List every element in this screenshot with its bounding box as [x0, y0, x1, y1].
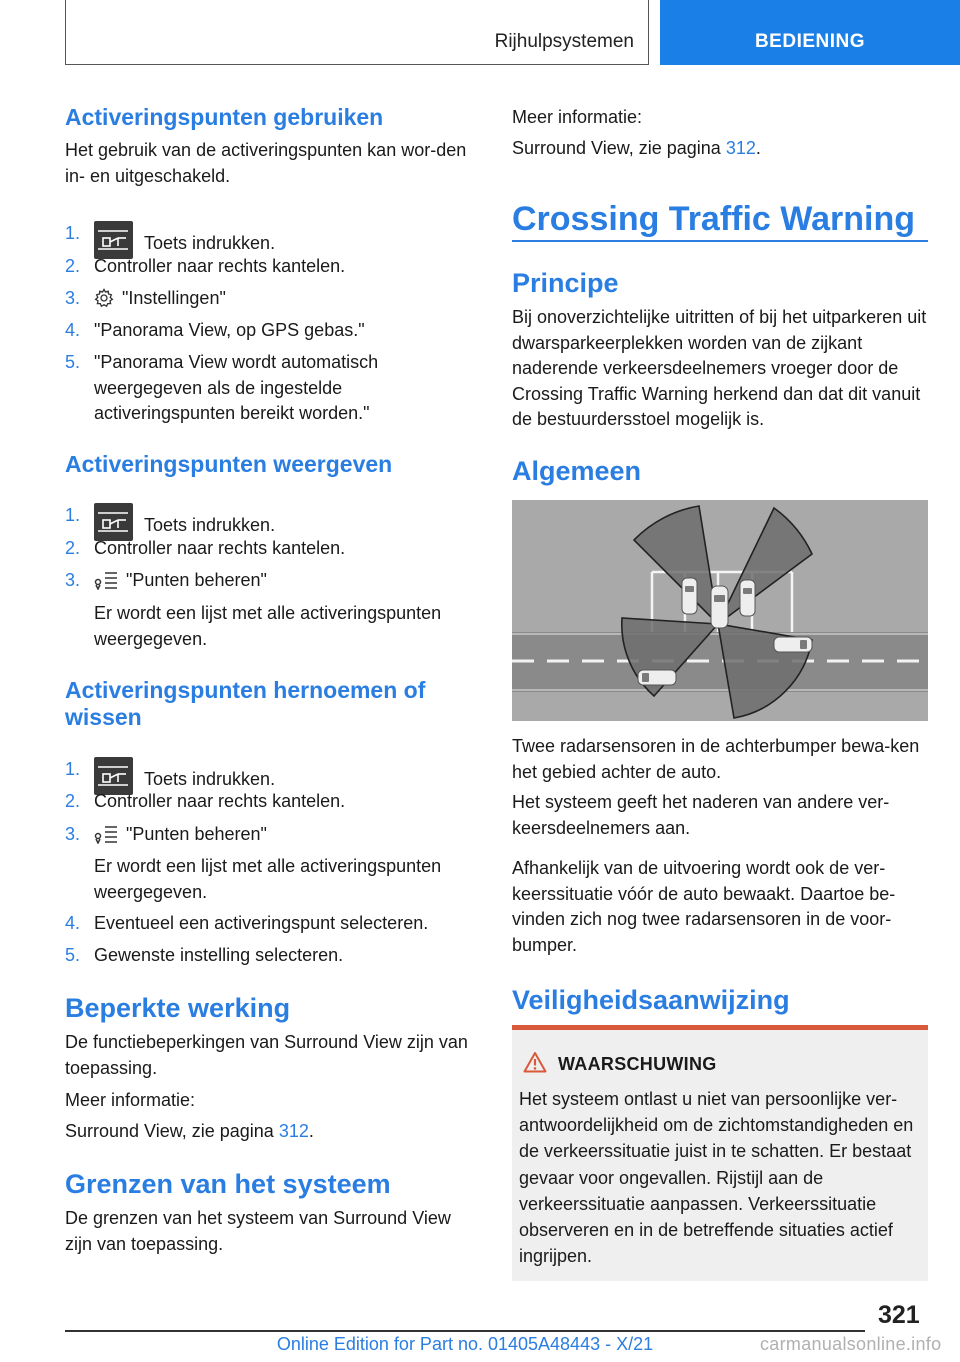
list-item [65, 254, 475, 280]
step-number: 3. [65, 288, 81, 308]
ref-prefix: Surround View, zie pagina [512, 138, 726, 158]
step-text: Eventueel een activeringspunt selecteren. [94, 913, 429, 933]
step-number: 4. [65, 320, 81, 340]
list-item [65, 350, 475, 427]
more-info-label: Meer informatie: [512, 107, 643, 127]
radar-illustration-svg [512, 500, 928, 721]
limits-text: De grenzen van het systeem van Surround View zijn van toepassing. [65, 1208, 451, 1254]
act-show-note: Er wordt een lijst met alle activeringspunten weergegeven. [94, 603, 442, 649]
list-item [65, 943, 475, 969]
step-text: "Punten beheren" [126, 570, 267, 590]
ref-suffix: . [755, 138, 761, 158]
main-title: Crossing Traffic Warning [512, 200, 916, 238]
header-chapter-tab[interactable] [660, 0, 960, 65]
step-number: 2. [65, 538, 81, 558]
step-number: 1. [65, 759, 81, 779]
footer-edition: Online Edition for Part no. 01405A48443 - X/21 [276, 1334, 654, 1354]
act-use-intro: Het gebruik van de activeringspunten kan wor-den in- en uitgeschakeld. [65, 140, 467, 186]
step-number: 2. [65, 256, 81, 276]
step-number: 5. [65, 945, 81, 965]
step-text: Controller naar rechts kantelen. [94, 538, 346, 558]
list-item [65, 568, 475, 598]
list-item [65, 318, 475, 344]
step-text: Toets indrukken. [144, 233, 276, 253]
step-text: "Punten beheren" [126, 824, 267, 844]
cross-reference [65, 1119, 475, 1145]
points-list-icon [94, 824, 118, 852]
list-item [65, 789, 475, 815]
title-rule [512, 240, 928, 242]
header-chapter-title: BEDIENING [754, 31, 866, 52]
header-section-title: Rijhulpsystemen [494, 31, 634, 52]
general-text-1: Twee radarsensoren in de achterbumper bewa-ken het gebied achter de auto. [512, 736, 920, 782]
page-link[interactable]: 312 [725, 138, 756, 158]
step-text: "Panorama View, op GPS gebas." [94, 320, 365, 340]
radar-illustration [512, 500, 928, 721]
warning-text: Het systeem ontlast u niet van persoonlijke ver-antwoordelijkheid om de zichtomstandigheden en de verkeerssituatie juist in te schatten. Er bestaat gevaar voor ongevallen. Rijstijl aan de verkeerssituatie aanpassen. Verkeerssituatie observeren en in de betreffende situaties actief ingrijpen. [519, 1089, 914, 1267]
step-text: Toets indrukken. [144, 515, 276, 535]
heading-general: Algemeen [512, 456, 642, 486]
step-number: 5. [65, 352, 81, 372]
more-info-label: Meer informatie: [65, 1090, 196, 1110]
header-section-box [65, 0, 649, 65]
list-item [65, 911, 475, 937]
heading-limits: Grenzen van het systeem [65, 1169, 391, 1199]
warning-box [512, 1025, 928, 1281]
principle-text: Bij onoverzichtelijke uitritten of bij het uitparkeren uit dwarsparkeerplekken worden van de zijkant naderende verkeersdeelnemers vroeger door de Crossing Traffic Warning herkend dan dat dit vanuit de bestuurdersstoel mogelijk is. [512, 307, 927, 429]
heading-act-rename: Activeringspunten hernoemen of wissen [65, 677, 426, 730]
general-text-3: Afhankelijk van de uitvoering wordt ook de ver-keerssituatie vóór de auto bewaakt. Daartoe be-vinden zich nog twee radarsensoren in de voor-bumper. [512, 858, 896, 955]
heading-limited: Beperkte werking [65, 993, 291, 1023]
points-list-icon [94, 570, 118, 598]
ref-suffix: . [308, 1121, 314, 1141]
heading-principle: Principe [512, 268, 619, 298]
step-text: Controller naar rechts kantelen. [94, 791, 346, 811]
ref-prefix: Surround View, zie pagina [65, 1121, 279, 1141]
step-text: Gewenste instelling selecteren. [94, 945, 344, 965]
step-text: "Instellingen" [122, 288, 226, 308]
page-link[interactable]: 312 [278, 1121, 309, 1141]
general-text-2: Het systeem geeft het naderen van andere ver-keersdeelnemers aan. [512, 792, 890, 838]
list-item [65, 536, 475, 562]
watermark: carmanualsonline.info [760, 1334, 942, 1354]
footer-rule [65, 1330, 865, 1332]
step-text: Controller naar rechts kantelen. [94, 256, 346, 276]
list-item [65, 822, 475, 852]
limited-text: De functiebeperkingen van Surround View zijn van toepassing. [65, 1032, 468, 1078]
step-number: 1. [65, 223, 81, 243]
step-number: 1. [65, 505, 81, 525]
page-number: 321 [878, 1301, 920, 1329]
gear-icon [94, 288, 114, 316]
heading-act-use: Activeringspunten gebruiken [65, 104, 384, 130]
heading-safety: Veiligheidsaanwijzing [512, 985, 790, 1015]
list-item [65, 286, 475, 316]
heading-act-show: Activeringspunten weergeven [65, 451, 393, 477]
step-number: 3. [65, 570, 81, 590]
cross-reference [512, 136, 928, 162]
act-rename-note: Er wordt een lijst met alle activeringspunten weergegeven. [94, 856, 442, 902]
step-text: "Panorama View wordt automatisch weergegeven als de ingestelde activeringspunten bereikt worden." [94, 352, 379, 423]
step-text: Toets indrukken. [144, 769, 276, 789]
step-number: 4. [65, 913, 81, 933]
step-number: 3. [65, 824, 81, 844]
warning-label: WAARSCHUWING [558, 1054, 717, 1074]
warning-icon [523, 1051, 547, 1078]
step-number: 2. [65, 791, 81, 811]
